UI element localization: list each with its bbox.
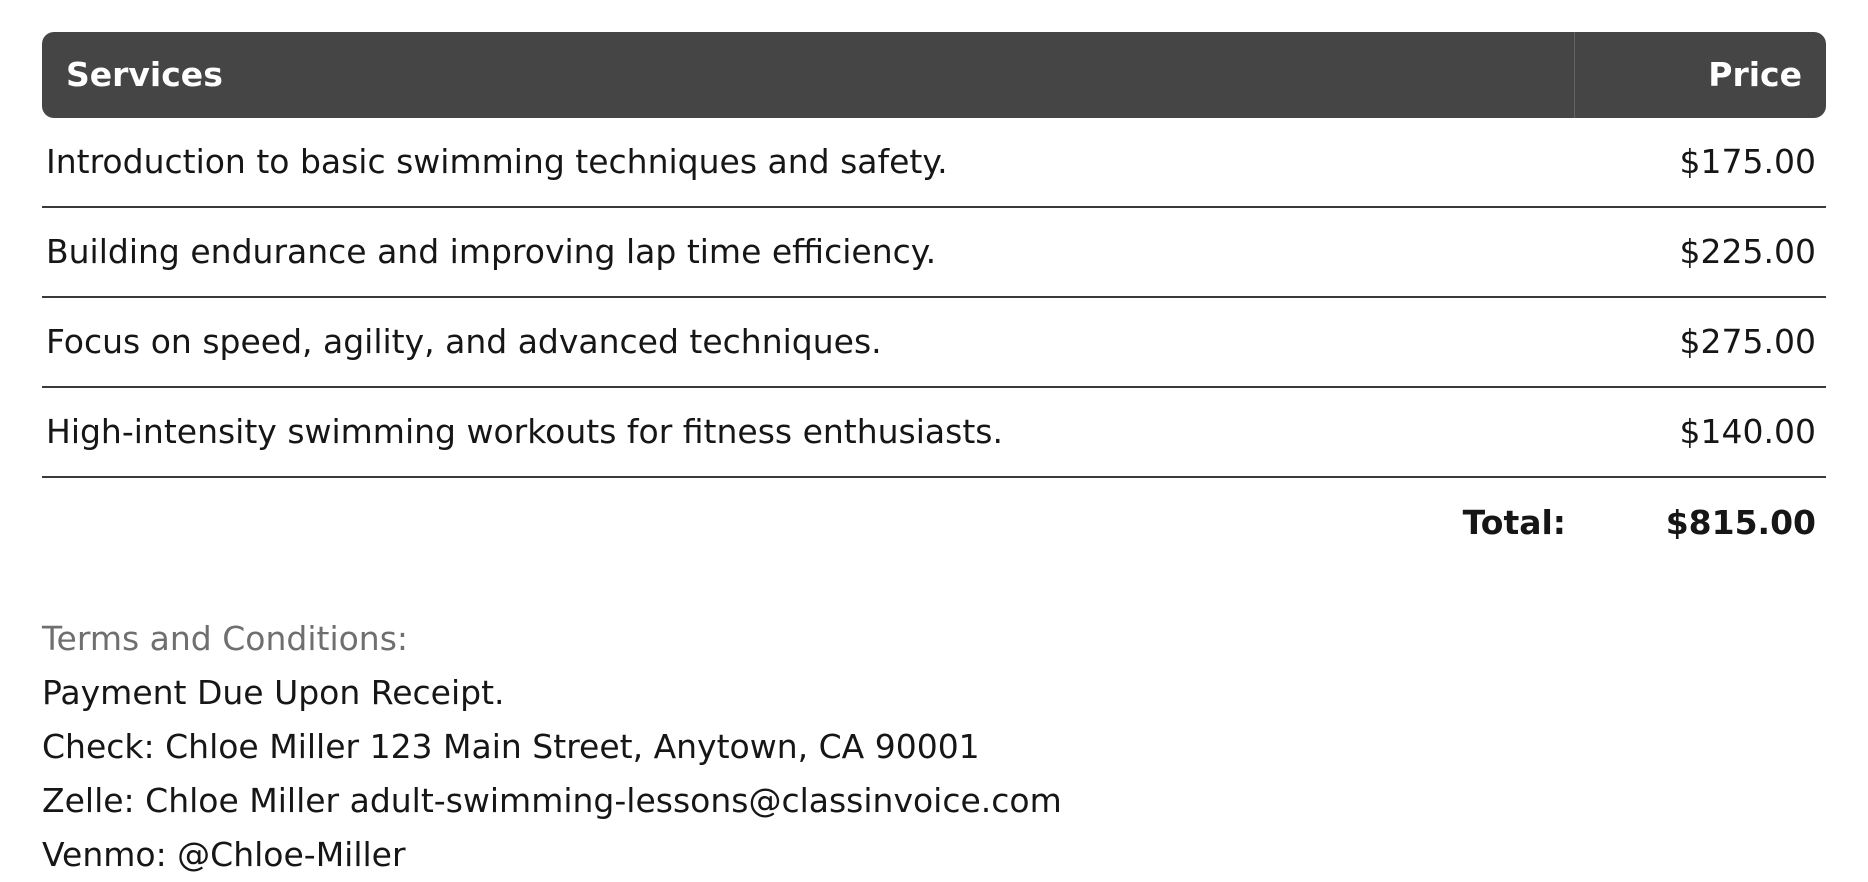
total-row <box>42 477 1826 564</box>
table-row <box>42 297 1826 387</box>
table-row <box>42 118 1826 207</box>
terms-line-venmo: Venmo: @Chloe-Miller <box>42 835 406 874</box>
table-header-row <box>42 32 1826 118</box>
service-price: $275.00 <box>1574 297 1826 387</box>
terms-section <box>42 612 1826 882</box>
terms-line-check: Check: Chloe Miller 123 Main Street, Anytown, CA 90001 <box>42 727 980 766</box>
service-description: Building endurance and improving lap time efficiency. <box>42 207 1574 297</box>
services-column-header: Services <box>42 32 1574 118</box>
total-label: Total: <box>1462 503 1566 542</box>
service-price: $175.00 <box>1574 118 1826 207</box>
service-description: Introduction to basic swimming techniques and safety. <box>42 118 1574 207</box>
services-table <box>42 32 1826 564</box>
table-row <box>42 387 1826 477</box>
terms-line-zelle: Zelle: Chloe Miller adult-swimming-lessons@classinvoice.com <box>42 781 1062 820</box>
service-description: Focus on speed, agility, and advanced techniques. <box>42 297 1574 387</box>
terms-heading: Terms and Conditions: <box>42 619 409 658</box>
total-value: $815.00 <box>1665 503 1816 542</box>
service-price: $225.00 <box>1574 207 1826 297</box>
service-price: $140.00 <box>1574 387 1826 477</box>
service-description: High-intensity swimming workouts for fitness enthusiasts. <box>42 387 1574 477</box>
table-row <box>42 207 1826 297</box>
price-column-header: Price <box>1574 32 1826 118</box>
terms-line-payment: Payment Due Upon Receipt. <box>42 673 505 712</box>
